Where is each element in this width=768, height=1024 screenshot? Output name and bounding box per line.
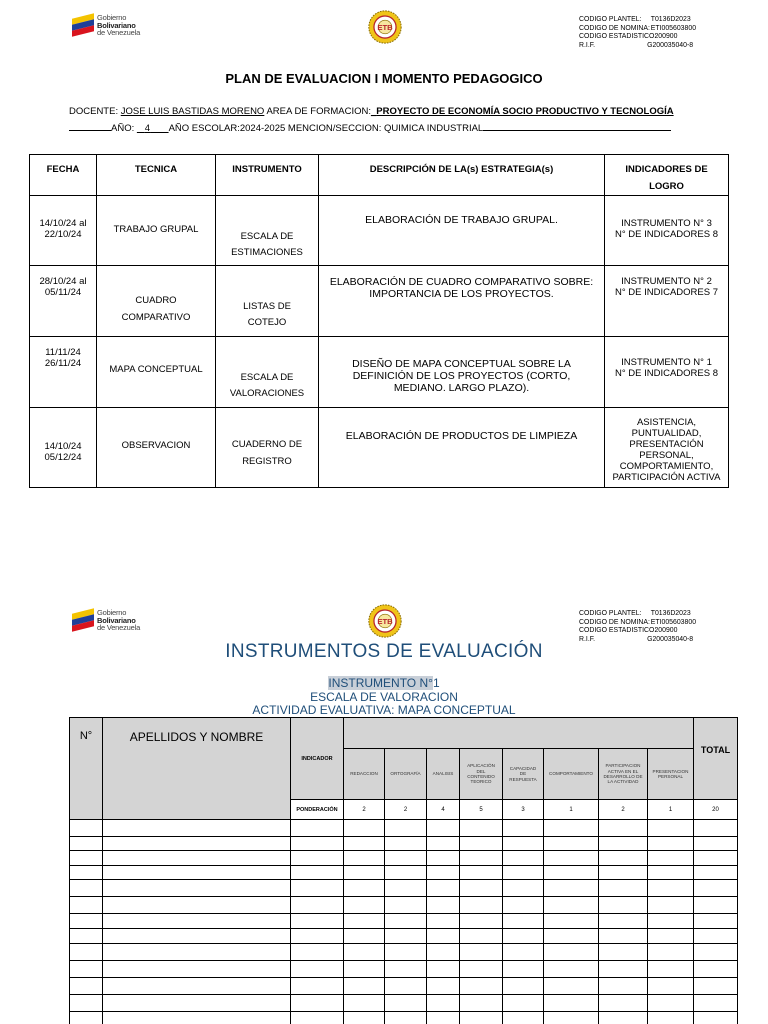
grid-cell <box>544 820 599 837</box>
grid-cell <box>503 914 544 929</box>
grid-cell <box>291 929 344 944</box>
grid-cell <box>503 978 544 995</box>
grid-cell <box>694 995 738 1012</box>
grid-cell <box>291 897 344 914</box>
grid-cell <box>648 880 694 897</box>
descripcion-cell: DISEÑO DE MAPA CONCEPTUAL SOBRE LA DEFINICIÓN DE LOS PROYECTOS (CORTO, MEDIANO. LARGO PLAZO). <box>352 358 571 394</box>
table-row <box>70 820 738 837</box>
logo-line-3: de Venezuela <box>97 28 141 37</box>
table-header-row <box>30 155 729 196</box>
actividad-line: ACTIVIDAD EVALUATIVA: MAPA CONCEPTUAL <box>252 703 516 717</box>
table-row <box>70 851 738 866</box>
grid-cell <box>385 837 427 851</box>
grid-cell <box>70 820 103 837</box>
grid-cell <box>344 866 385 880</box>
grid-cell <box>427 944 460 961</box>
docente-line: DOCENTE: JOSE LUIS BASTIDAS MORENO AREA DE FORMACION:_PROYECTO DE ECONOMÍA SOCIO PRODUCTIVO Y TECNOLOGÍA <box>69 106 674 117</box>
grid-cell <box>70 914 103 929</box>
instrumentos-title: INSTRUMENTOS DE EVALUACIÓN <box>225 641 543 662</box>
grid-cell <box>460 897 503 914</box>
grid-cell <box>70 837 103 851</box>
grid-cell <box>460 929 503 944</box>
grid-cell <box>544 978 599 995</box>
grid-cell <box>544 851 599 866</box>
grid-cell <box>648 929 694 944</box>
docente-label: DOCENTE: <box>69 106 119 117</box>
criterion-weight: 1 <box>648 800 694 820</box>
instrumento-number: INSTRUMENTO N°1 <box>328 676 440 690</box>
grid-cell <box>460 866 503 880</box>
grid-cell <box>599 837 648 851</box>
grid-cell <box>648 978 694 995</box>
criterion-header: PARTICIPACION ACTIVA EN EL DESARROLLO DE LA ACTIVIDAD <box>599 749 648 800</box>
grid-cell <box>599 866 648 880</box>
svg-text:ETB: ETB <box>377 22 393 32</box>
grid-cell <box>544 837 599 851</box>
tecnica-cell: MAPA CONCEPTUAL <box>109 364 203 375</box>
code-label: CODIGO ESTADISTICO: <box>579 31 657 41</box>
table-row <box>30 266 729 337</box>
grid-cell <box>648 995 694 1012</box>
grid-cell <box>385 820 427 837</box>
plan-title: PLAN DE EVALUACION I MOMENTO PEDAGOGICO <box>225 71 543 86</box>
grid-cell <box>544 929 599 944</box>
grid-cell <box>103 837 291 851</box>
grid-cell <box>291 851 344 866</box>
grid-cell <box>291 914 344 929</box>
grid-cell <box>599 961 648 978</box>
grid-cell <box>70 880 103 897</box>
grid-cell <box>291 866 344 880</box>
grid-cell <box>694 880 738 897</box>
grid-cell <box>503 866 544 880</box>
school-codes <box>579 609 696 643</box>
grid-cell <box>460 837 503 851</box>
code-value: T0136D2023 <box>650 608 691 617</box>
instrumento-cell: ESCALA DE ESTIMACIONES <box>231 231 303 258</box>
criterion-weight: 4 <box>427 800 460 820</box>
grid-cell <box>344 880 385 897</box>
grid-cell <box>648 914 694 929</box>
grid-cell <box>503 961 544 978</box>
grid-cell <box>599 851 648 866</box>
instrumento-subtitle: ESCALA DE VALORACION <box>310 690 458 704</box>
grid-cell <box>427 837 460 851</box>
col-header-tecnica: TECNICA <box>97 155 216 196</box>
grid-cell <box>694 1012 738 1024</box>
grid-cell <box>599 897 648 914</box>
code-label: R.I.F. <box>579 633 596 643</box>
anio-label: AÑO: <box>111 123 135 134</box>
fecha-cell: 14/10/24 05/12/24 <box>44 441 82 463</box>
grid-cell <box>344 837 385 851</box>
grid-cell <box>460 880 503 897</box>
code-label: CODIGO ESTADISTICO: <box>579 625 657 635</box>
grid-cell <box>427 961 460 978</box>
grid-cell <box>694 944 738 961</box>
fecha-cell: 11/11/24 26/11/24 <box>44 347 82 369</box>
n-header: N° <box>70 718 103 820</box>
grid-cell <box>344 944 385 961</box>
grid-cell <box>460 1012 503 1024</box>
col-header-descripcion: DESCRIPCIÓN DE LA(s) ESTRATEGIA(s) <box>319 155 605 196</box>
table-row <box>70 837 738 851</box>
school-seal-icon <box>368 604 402 638</box>
table-row <box>70 944 738 961</box>
anio-line <box>69 122 671 134</box>
area-label: AREA DE FORMACION: <box>266 106 371 117</box>
table-row <box>70 995 738 1012</box>
col-header-instrumento: INSTRUMENTO <box>216 155 319 196</box>
logo-line-1: Gobierno <box>97 608 127 617</box>
grid-cell <box>70 995 103 1012</box>
grid-cell <box>599 820 648 837</box>
school-codes <box>579 15 696 49</box>
grid-cell <box>103 929 291 944</box>
grid-cell <box>648 866 694 880</box>
grid-cell <box>103 995 291 1012</box>
fecha-cell: 14/10/24 al 22/10/24 <box>39 218 87 240</box>
grid-cell <box>599 978 648 995</box>
table-row <box>30 337 729 408</box>
criterion-header: ORTOGRAFÍA <box>385 749 427 800</box>
grid-cell <box>599 1012 648 1024</box>
grid-cell <box>70 944 103 961</box>
grid-cell <box>694 837 738 851</box>
venezuela-flag-icon <box>72 609 94 632</box>
criterion-header: COMPORTAMIENTO <box>544 749 599 800</box>
grid-cell <box>694 851 738 866</box>
grid-cell <box>103 978 291 995</box>
grid-cell <box>385 995 427 1012</box>
grid-cell <box>344 820 385 837</box>
grid-cell <box>70 978 103 995</box>
code-value: G200035040-8 <box>647 633 694 643</box>
grid-cell <box>385 866 427 880</box>
code-label: R.I.F. <box>579 39 596 49</box>
grid-cell <box>648 944 694 961</box>
grid-cell <box>291 1012 344 1024</box>
descripcion-cell: ELABORACIÓN DE CUADRO COMPARATIVO SOBRE: IMPORTANCIA DE LOS PROYECTOS. <box>329 276 594 300</box>
grid-cell <box>427 851 460 866</box>
grid-cell <box>694 866 738 880</box>
ponderacion-label: PONDERACIÓN <box>291 800 344 820</box>
grid-cell <box>103 866 291 880</box>
indicadores-cell: INSTRUMENTO N° 2 N° DE INDICADORES 7 <box>614 276 719 298</box>
grid-cell <box>291 961 344 978</box>
logo-line-2: Bolivariano <box>97 615 136 625</box>
grid-cell <box>344 995 385 1012</box>
grid-cell <box>70 1012 103 1024</box>
grid-cell <box>385 961 427 978</box>
descripcion-cell: ELABORACIÓN DE PRODUCTOS DE LIMPIEZA <box>345 430 578 442</box>
logo-line-3: de Venezuela <box>97 623 141 632</box>
grid-cell <box>427 820 460 837</box>
indicadores-cell: INSTRUMENTO N° 3 N° DE INDICADORES 8 <box>614 218 719 240</box>
svg-text:ETB: ETB <box>377 616 393 626</box>
grid-cell <box>503 1012 544 1024</box>
grid-cell <box>103 820 291 837</box>
grid-cell <box>544 995 599 1012</box>
grid-cell <box>70 929 103 944</box>
grid-cell <box>70 897 103 914</box>
criterion-header: ANALISIS <box>427 749 460 800</box>
venezuela-flag-icon <box>72 14 94 37</box>
fecha-cell: 28/10/24 al 05/11/24 <box>39 276 87 298</box>
grid-cell <box>70 961 103 978</box>
grid-cell <box>460 961 503 978</box>
name-header: APELLIDOS Y NOMBRE <box>103 718 291 820</box>
grid-cell <box>344 897 385 914</box>
grid-cell <box>385 929 427 944</box>
table-row <box>70 914 738 929</box>
code-label: CODIGO PLANTEL: <box>579 14 642 23</box>
grid-cell <box>103 851 291 866</box>
government-logo <box>72 609 140 632</box>
grid-cell <box>344 851 385 866</box>
grid-cell <box>544 914 599 929</box>
grid-cell <box>460 914 503 929</box>
grid-cell <box>460 995 503 1012</box>
criterion-header: CAPACIDAD DE RESPUESTA <box>503 749 544 800</box>
grid-cell <box>544 880 599 897</box>
grid-cell <box>503 837 544 851</box>
code-value: T0136D2023 <box>650 14 691 23</box>
grid-cell <box>344 929 385 944</box>
grid-cell <box>503 897 544 914</box>
grid-cell <box>344 914 385 929</box>
table-row <box>70 866 738 880</box>
table-row <box>70 929 738 944</box>
grid-cell <box>344 1012 385 1024</box>
grid-cell <box>103 897 291 914</box>
criterion-weight: 2 <box>344 800 385 820</box>
grid-cell <box>291 978 344 995</box>
table-row <box>30 196 729 266</box>
criterion-header: APLICACIÓN DEL CONTENIDO TEORICO <box>460 749 503 800</box>
grid-cell <box>385 897 427 914</box>
instrumento-cell: CUADERNO DE REGISTRO <box>231 439 303 467</box>
grid-cell <box>344 978 385 995</box>
logo-line-1: Gobierno <box>97 13 127 22</box>
grid-cell <box>460 820 503 837</box>
grid-cell <box>503 944 544 961</box>
grid-cell <box>599 944 648 961</box>
instrumento-cell: LISTAS DE COTEJO <box>243 301 291 328</box>
table-row <box>30 408 729 488</box>
grid-cell <box>694 820 738 837</box>
area-value: PROYECTO DE ECONOMÍA SOCIO PRODUCTIVO Y TECNOLOGÍA <box>376 106 674 117</box>
criterion-header: REDACCION <box>344 749 385 800</box>
grid-cell <box>503 851 544 866</box>
grid-cell <box>648 897 694 914</box>
grid-cell <box>103 1012 291 1024</box>
grid-cell <box>599 995 648 1012</box>
table-row <box>70 880 738 897</box>
tecnica-cell: OBSERVACION <box>121 440 191 451</box>
tecnica-cell: TRABAJO GRUPAL <box>113 224 199 235</box>
code-label: CODIGO PLANTEL: <box>579 608 642 617</box>
grid-cell <box>385 944 427 961</box>
col-header-fecha: FECHA <box>30 155 97 196</box>
instrumento-cell: ESCALA DE VALORACIONES <box>229 372 305 399</box>
grid-cell <box>427 866 460 880</box>
grid-cell <box>544 866 599 880</box>
grid-cell <box>503 880 544 897</box>
code-value: ETI005603800 <box>650 22 697 32</box>
grid-cell <box>648 837 694 851</box>
anio-value: 4 <box>144 123 151 134</box>
grid-cell <box>503 929 544 944</box>
grid-cell <box>103 944 291 961</box>
grid-cell <box>291 880 344 897</box>
grid-cell <box>544 1012 599 1024</box>
criterion-header: PRESENTACION PERSONAL <box>648 749 694 800</box>
grid-cell <box>427 929 460 944</box>
evaluation-plan-table <box>29 154 729 488</box>
table-row <box>70 978 738 995</box>
grid-cell <box>103 880 291 897</box>
grid-cell <box>694 961 738 978</box>
logo-line-2: Bolivariano <box>97 20 136 30</box>
code-label: CODIGO DE NOMINA: <box>579 616 650 626</box>
grid-cell <box>70 851 103 866</box>
grid-cell <box>70 866 103 880</box>
grid-cell <box>427 1012 460 1024</box>
criterion-weight: 3 <box>503 800 544 820</box>
grid-cell <box>103 914 291 929</box>
grid-cell <box>385 914 427 929</box>
descripcion-cell: ELABORACIÓN DE TRABAJO GRUPAL. <box>365 214 558 226</box>
grid-cell <box>460 978 503 995</box>
grid-cell <box>648 851 694 866</box>
total-weight: 20 <box>694 800 738 820</box>
criterion-weight: 5 <box>460 800 503 820</box>
criterion-weight: 2 <box>385 800 427 820</box>
grid-cell <box>385 1012 427 1024</box>
col-header-indicadores: INDICADORES DE LOGRO <box>605 155 729 196</box>
table-row <box>70 897 738 914</box>
grid-cell <box>648 1012 694 1024</box>
grid-cell <box>694 897 738 914</box>
code-value: 200900 <box>654 31 678 41</box>
grid-cell <box>427 995 460 1012</box>
total-header: TOTAL <box>694 718 738 800</box>
code-value: 200900 <box>654 625 678 635</box>
valoracion-grid <box>69 717 738 1024</box>
grid-cell <box>427 880 460 897</box>
criterion-weight: 2 <box>599 800 648 820</box>
table-row <box>70 961 738 978</box>
grid-cell <box>385 880 427 897</box>
school-seal-icon <box>368 10 402 44</box>
grid-cell <box>694 978 738 995</box>
grid-cell <box>648 961 694 978</box>
indicadores-cell: INSTRUMENTO N° 1 N° DE INDICADORES 8 <box>614 357 719 379</box>
table-row <box>70 1012 738 1024</box>
indicadores-cell: ASISTENCIA, PUNTUALIDAD, PRESENTACIÓN PERSONAL, COMPORTAMIENTO, PARTICIPACIÓN ACTIVA <box>612 417 721 483</box>
grid-cell <box>544 961 599 978</box>
grid-cell <box>599 880 648 897</box>
grid-cell <box>427 897 460 914</box>
docente-value: JOSE LUIS BASTIDAS MORENO <box>120 106 265 117</box>
grid-cell <box>694 914 738 929</box>
grid-cell <box>694 929 738 944</box>
grid-cell <box>544 897 599 914</box>
code-value: ETI005603800 <box>650 616 697 626</box>
grid-cell <box>344 961 385 978</box>
grid-cell <box>385 851 427 866</box>
grid-cell <box>427 914 460 929</box>
grid-cell <box>291 837 344 851</box>
criterion-weight: 1 <box>544 800 599 820</box>
grid-cell <box>291 944 344 961</box>
grid-cell <box>460 944 503 961</box>
grid-cell <box>544 944 599 961</box>
grid-cell <box>503 820 544 837</box>
grid-cell <box>291 995 344 1012</box>
grid-cell <box>648 820 694 837</box>
grid-cell <box>427 978 460 995</box>
grid-cell <box>291 820 344 837</box>
grid-cell <box>103 961 291 978</box>
grid-cell <box>599 929 648 944</box>
escolar-text: AÑO ESCOLAR:2024-2025 MENCION/SECCION: QUIMICA INDUSTRIAL <box>168 123 484 134</box>
code-label: CODIGO DE NOMINA: <box>579 22 650 32</box>
grid-cell <box>385 978 427 995</box>
tecnica-cell: CUADRO COMPARATIVO <box>121 295 191 323</box>
grid-cell <box>503 995 544 1012</box>
grid-cell <box>460 851 503 866</box>
code-value: G200035040-8 <box>647 39 694 49</box>
indicador-label: INDICADOR <box>291 718 344 800</box>
grid-cell <box>599 914 648 929</box>
government-logo <box>72 14 140 37</box>
